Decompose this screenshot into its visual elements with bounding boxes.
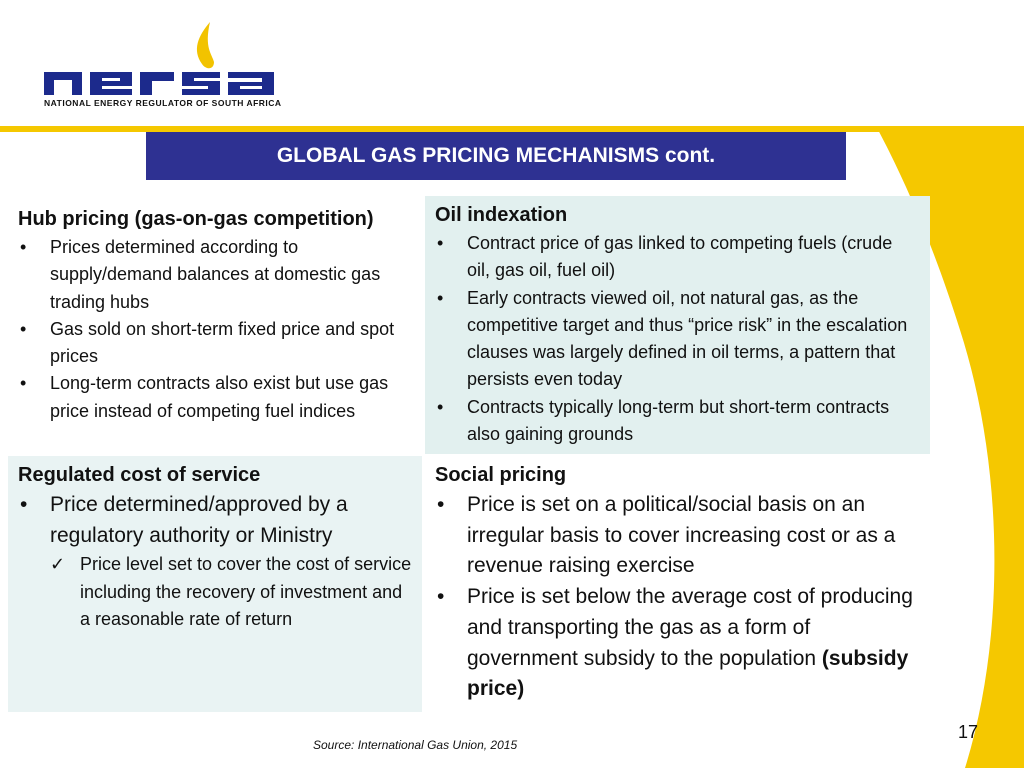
checkmark-icon: ✓ (50, 554, 66, 575)
regulated-cost-heading: Regulated cost of service (18, 464, 261, 486)
panel-oil-indexation (425, 196, 930, 454)
list-item: • Prices determined according to supply/demand balances at domestic gas trading hubs (18, 234, 412, 316)
bullet-icon: • (20, 493, 28, 516)
bullet-icon: • (437, 585, 445, 609)
regulated-cost-list (18, 490, 412, 551)
bullet-icon: • (20, 373, 27, 394)
regulated-cost-sublist (18, 551, 412, 633)
list-item: • Contracts typically long-term but short-term contracts also gaining grounds (435, 394, 920, 449)
oil-indexation-heading: Oil indexation (435, 204, 568, 226)
bullet-icon: • (437, 493, 445, 516)
list-item: • Contract price of gas linked to competing fuels (crude oil, gas oil, fuel oil) (435, 230, 920, 285)
list-item: ✓ Price level set to cover the cost of service including the recovery of investment and a reasonable rate of return (18, 551, 412, 633)
subsidy-price-emphasis: (subsidy price) (467, 646, 909, 701)
bullet-icon: • (437, 287, 444, 308)
nersa-wordmark (42, 20, 302, 100)
list-item: • Price is set below the average cost of producing and transporting the gas as a form of government subsidy to the population (subsidy price) (435, 582, 920, 705)
social-pricing-list (435, 490, 920, 705)
list-item: • Long-term contracts also exist but use gas price instead of competing fuel indices (18, 370, 412, 425)
panel-regulated-cost (8, 456, 422, 712)
bullet-icon: • (437, 233, 444, 253)
social-pricing-heading: Social pricing (435, 464, 567, 486)
panel-social-pricing (425, 456, 930, 712)
oil-indexation-list (435, 230, 920, 448)
list-item: • Price is set on a political/social basis on an irregular basis to cover increasing cost or as a revenue raising exercise (435, 490, 920, 582)
hub-pricing-heading: Hub pricing (gas-on-gas competition) (18, 208, 374, 230)
bullet-icon: • (437, 396, 444, 417)
bullet-icon: • (20, 318, 27, 339)
bullet-icon: • (20, 237, 27, 257)
slide-title: GLOBAL GAS PRICING MECHANISMS cont. (146, 132, 846, 180)
list-item: • Price determined/approved by a regulatory authority or Ministry (18, 490, 412, 551)
list-item: • Gas sold on short-term fixed price and spot prices (18, 316, 412, 371)
hub-pricing-list (18, 234, 412, 425)
nersa-logo (42, 20, 302, 110)
list-item: • Early contracts viewed oil, not natural gas, as the competitive target and thus “price risk” in the escalation clauses was largely defined in oil terms, a pattern that persists even today (435, 285, 920, 394)
logo-tagline: NATIONAL ENERGY REGULATOR OF SOUTH AFRICA (44, 98, 282, 108)
page-number: 17 (958, 722, 979, 742)
panel-hub-pricing (8, 200, 422, 454)
source-citation: Source: International Gas Union, 2015 (313, 738, 518, 752)
